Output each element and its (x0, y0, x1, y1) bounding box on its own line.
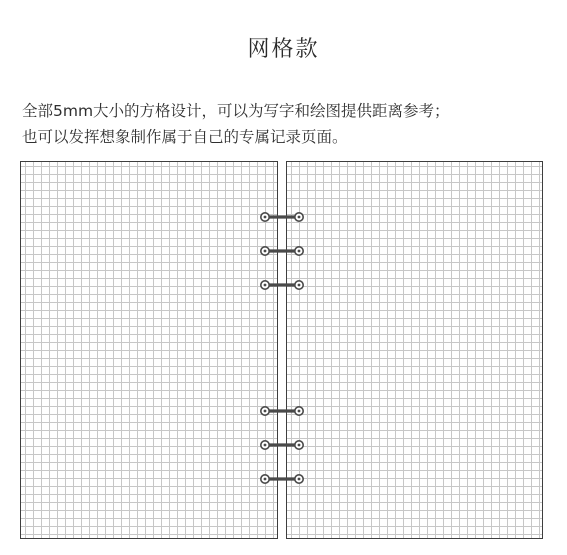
grid-page-left (20, 161, 278, 539)
binder-ring-5 (261, 441, 303, 449)
binder-ring-6 (261, 475, 303, 483)
binder-rings (256, 206, 308, 486)
description-line-1: 全部5mm大小的方格设计，可以为写字和绘图提供距离参考； (22, 102, 450, 120)
grid-page-right (286, 161, 543, 539)
binder-ring-1 (261, 213, 303, 221)
description (22, 98, 562, 150)
description-line-2: 也可以发挥想象制作属于自己的专属记录页面。 (22, 128, 348, 146)
binder-ring-3 (261, 281, 303, 289)
binder-ring-2 (261, 247, 303, 255)
binder-ring-4 (261, 407, 303, 415)
page-title: 网格款 (247, 37, 320, 62)
